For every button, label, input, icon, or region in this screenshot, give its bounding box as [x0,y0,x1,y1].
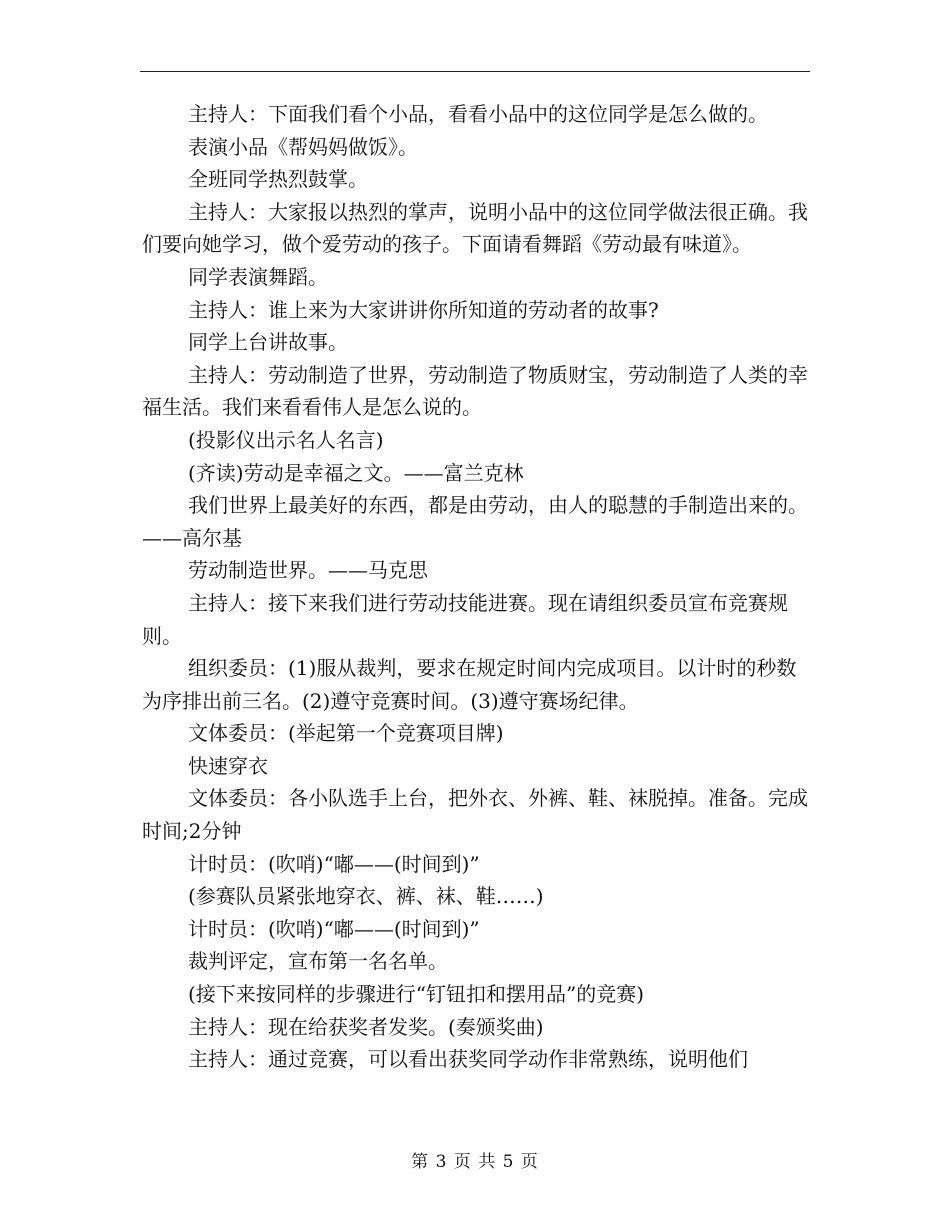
paragraph: 同学表演舞蹈。 [188,264,328,289]
page-footer: 第 3 页 共 5 页 [411,1152,539,1172]
paragraph: 全班同学热烈鼓掌。 [188,167,368,192]
paragraph: 主持人：大家报以热烈的掌声，说明小品中的这位同学做法很正确。我们要向她学习，做个爱劳动的孩子。下面请看舞蹈《劳动最有味道》。 [142,199,808,257]
paragraph: 主持人：谁上来为大家讲讲你所知道的劳动者的故事? [188,297,659,322]
paragraph: 我们世界上最美好的东西，都是由劳动，由人的聪慧的手制造出来的。——高尔基 [142,493,808,550]
paragraph: (参赛队员紧张地穿衣、裤、袜、鞋……) [188,884,544,909]
paragraph: 同学上台讲故事。 [188,330,348,355]
paragraph: (投影仪出示名人名言) [188,427,384,452]
header-rule [140,71,810,72]
paragraph: 主持人：接下来我们进行劳动技能进赛。现在请组织委员宣布竞赛规则。 [142,590,788,648]
paragraph: 组织委员：(1)服从裁判，要求在规定时间内完成项目。以计时的秒数为序排出前三名。(2)遵守竞赛时间。(3)遵守赛场纪律。 [142,656,797,713]
paragraph: (齐读)劳动是幸福之文。——富兰克林 [188,460,524,485]
paragraph: 计时员：(吹哨)“嘟——(时间到)” [188,851,480,876]
paragraph: 主持人：通过竞赛，可以看出获奖同学动作非常熟练，说明他们 [188,1047,748,1072]
paragraph: 快速穿衣 [188,753,268,778]
paragraph: 主持人：下面我们看个小品，看看小品中的这位同学是怎么做的。 [188,102,768,126]
paragraph: 主持人：现在给获奖者发奖。(奏颁奖曲) [188,1014,544,1039]
paragraph: 主持人：劳动制造了世界，劳动制造了物质财宝，劳动制造了人类的幸福生活。我们来看看伟人是怎么说的。 [142,362,808,420]
paragraph: 裁判评定，宣布第一名名单。 [188,949,448,974]
paragraph: 文体委员：(举起第一个竞赛项目牌) [188,721,504,746]
paragraph: 计时员：(吹哨)“嘟——(时间到)” [188,916,480,941]
paragraph: 文体委员：各小队选手上台，把外衣、外裤、鞋、袜脱掉。准备。完成时间;2分钟 [142,786,808,844]
document-body [142,98,812,1076]
paragraph: 表演小品《帮妈妈做饭》。 [188,134,418,159]
paragraph: 劳动制造世界。——马克思 [188,558,428,583]
paragraph: (接下来按同样的步骤进行“钉钮扣和摆用品”的竞赛) [188,982,645,1007]
